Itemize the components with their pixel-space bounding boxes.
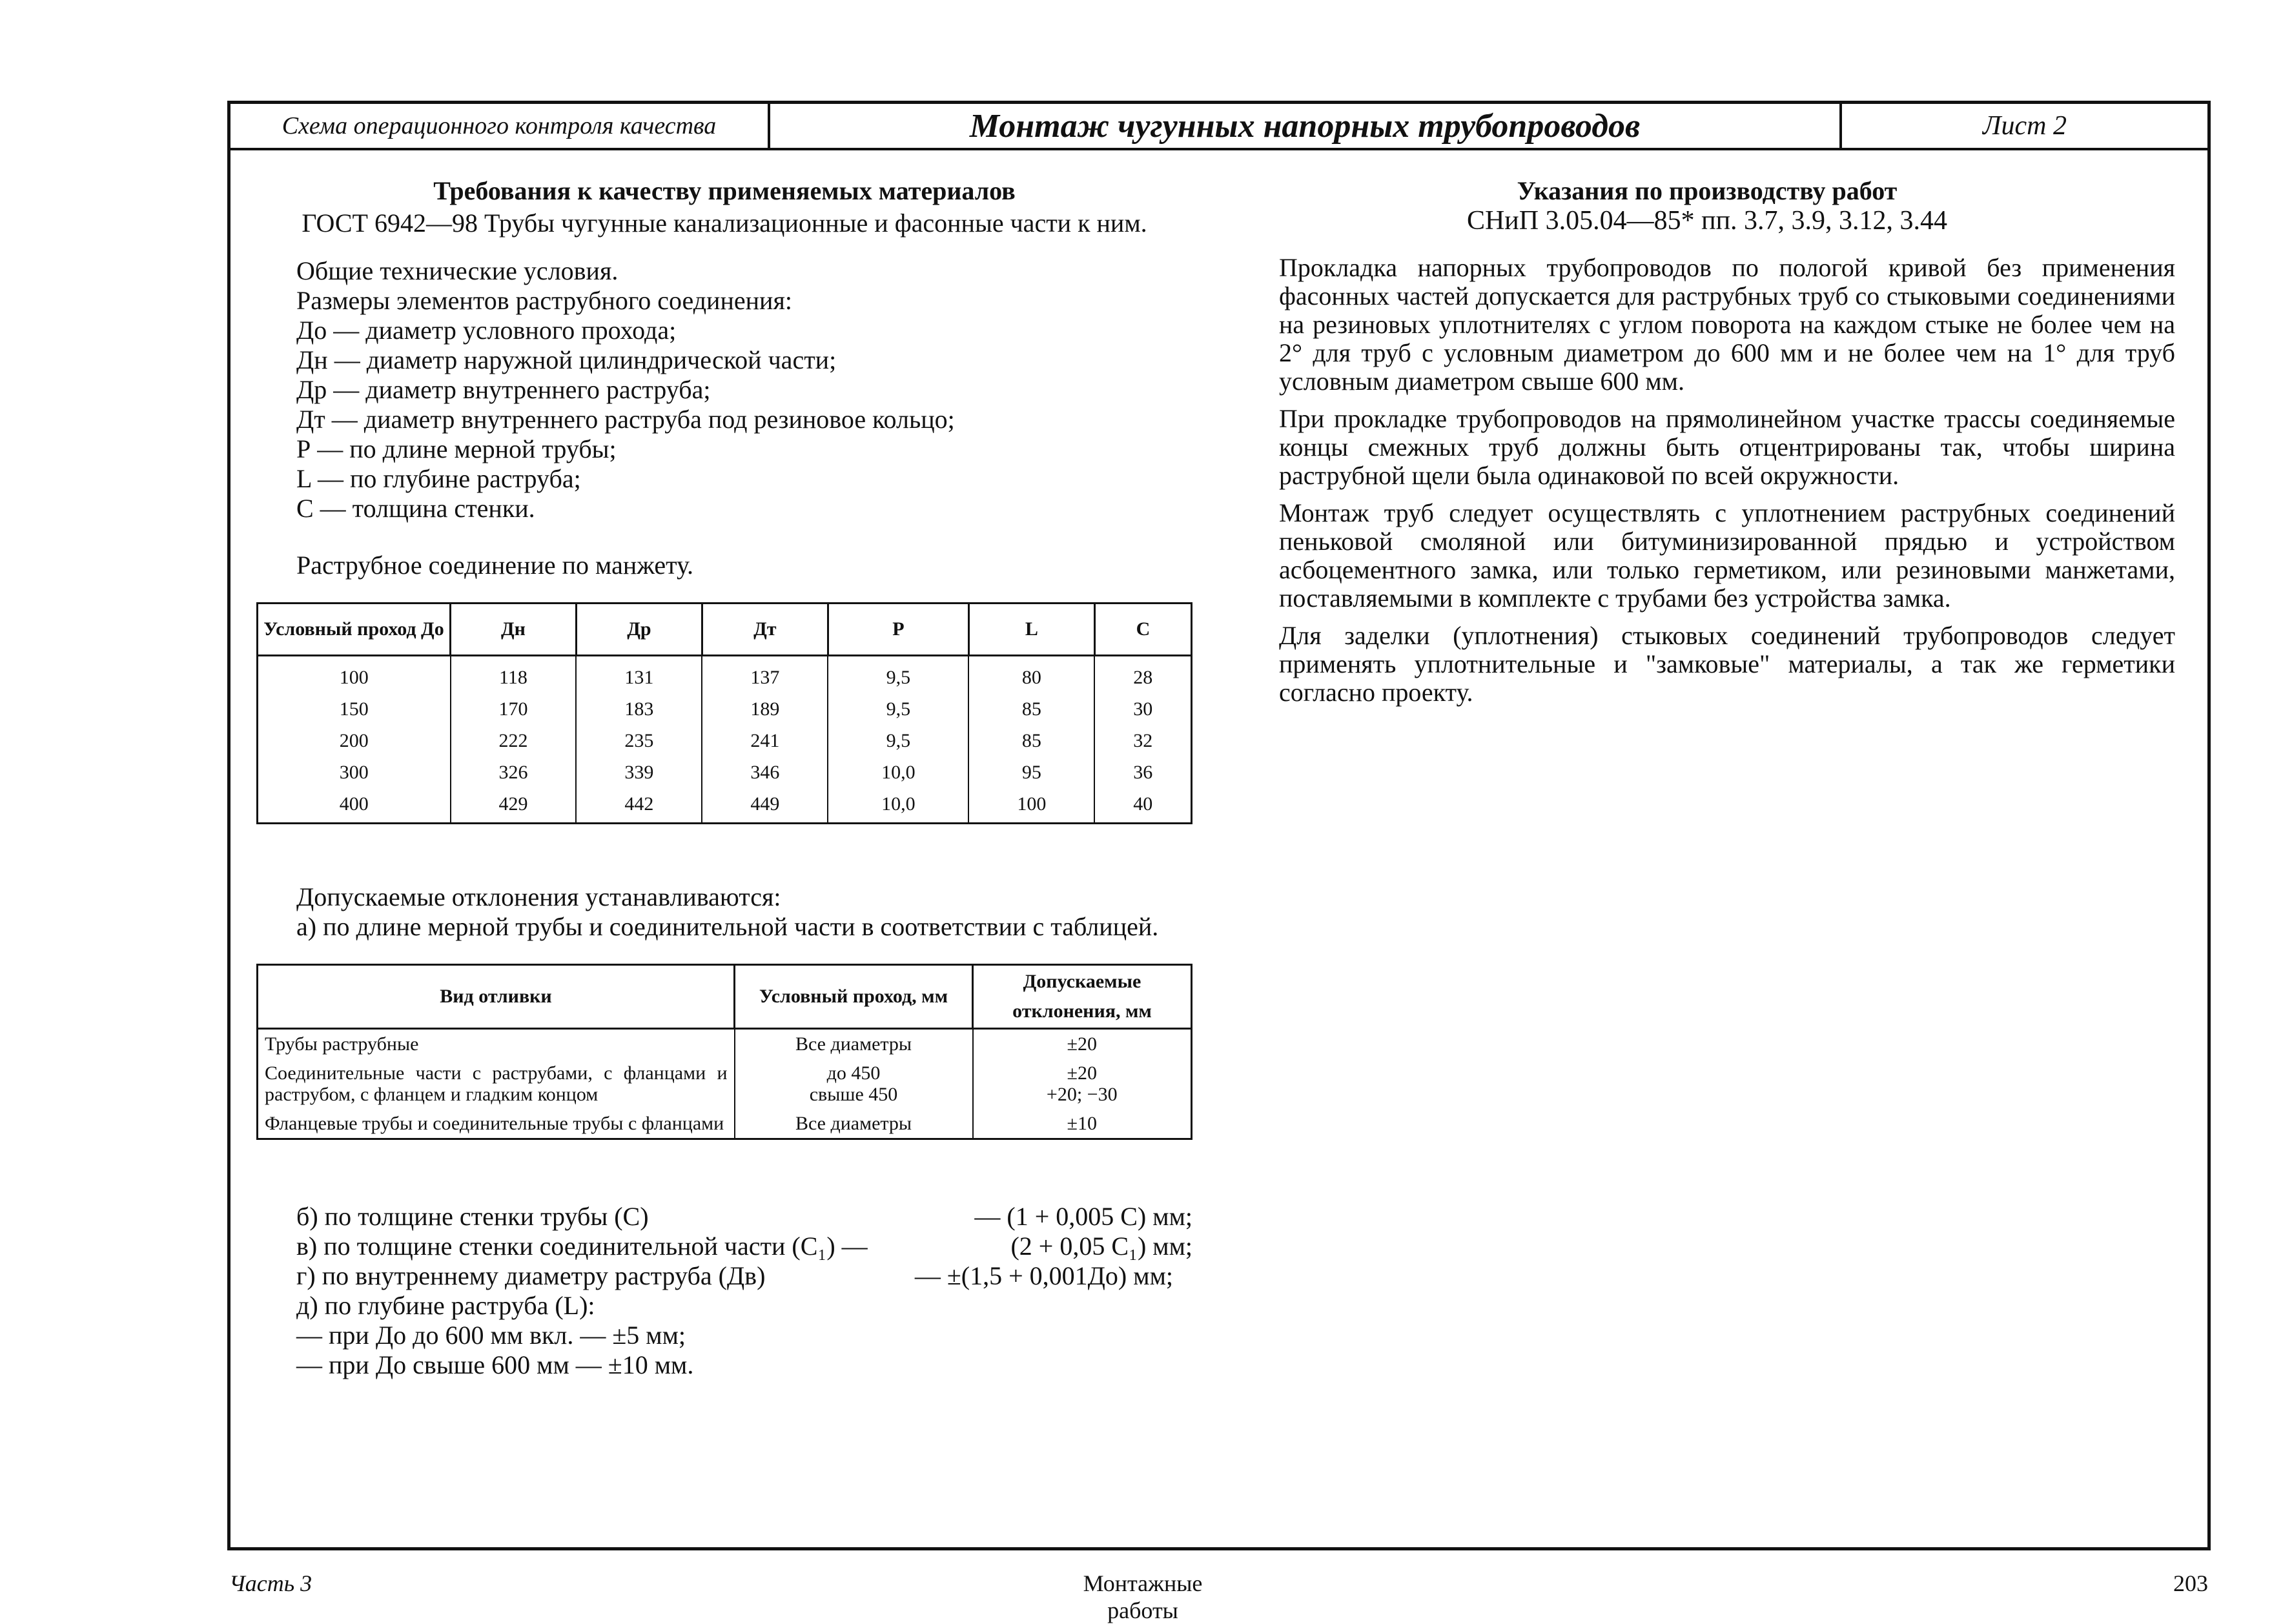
deviation-g-value: — ±(1,5 + 0,001До) мм; xyxy=(914,1261,1173,1290)
col-header: Вид отливки xyxy=(258,965,735,1029)
col-header: Условный проход, мм xyxy=(735,965,973,1029)
table-cell: Соединительные части с раструбами, с фланцами и раструбом, с фланцем и гладким концом xyxy=(258,1059,735,1109)
table-row xyxy=(258,656,1192,694)
table-cell: 241 xyxy=(702,725,828,756)
definition-line: Общие технические условия. xyxy=(296,256,619,285)
table-cell: 9,5 xyxy=(828,693,968,725)
table-cell: 222 xyxy=(451,725,577,756)
table-cell: 189 xyxy=(702,693,828,725)
table-cell: 85 xyxy=(968,693,1094,725)
right-column xyxy=(1239,176,2175,707)
table-cell: 9,5 xyxy=(828,725,968,756)
table-cell: 40 xyxy=(1094,788,1191,824)
table-header-row xyxy=(258,965,1192,1029)
table-cell: Все диаметры xyxy=(735,1029,973,1059)
col-header: Дт xyxy=(702,604,828,656)
deviations-intro: Допускаемые отклонения устанавливаются: xyxy=(296,882,781,911)
deviation-g xyxy=(296,1261,1192,1291)
deviation-a xyxy=(256,912,1192,942)
table-cell: 449 xyxy=(702,788,828,824)
sheet-number: Лист 2 xyxy=(1983,111,2067,141)
table-cell: 95 xyxy=(968,756,1094,788)
table-header-row xyxy=(258,604,1192,656)
table-cell: 400 xyxy=(258,788,451,824)
table-cell: 339 xyxy=(576,756,702,788)
table-cell: до 450 свыше 450 xyxy=(735,1059,973,1109)
paragraph: Монтаж труб следует осуществлять с уплотнением раструбных соединений пеньковой смоляной или битуминизированной прядью и устройством асбоцементного замка, или только герметиком, или резиновыми манжетами, поставляемыми в комплекте с трубами без устройства замка. xyxy=(1279,498,2175,613)
table-cell: 170 xyxy=(451,693,577,725)
table-cell: 10,0 xyxy=(828,788,968,824)
table-cell: Все диаметры xyxy=(735,1109,973,1139)
table-row xyxy=(258,756,1192,788)
table-cell: 183 xyxy=(576,693,702,725)
footer-section: Монтажные работы xyxy=(1083,1570,1203,1623)
table-cell: 150 xyxy=(258,693,451,725)
deviation-b-label: б) по толщине стенки трубы (С) xyxy=(296,1202,649,1231)
table-cell: 442 xyxy=(576,788,702,824)
table-cell: 32 xyxy=(1094,725,1191,756)
definition-line: До — диаметр условного прохода; xyxy=(296,316,677,345)
table-cell: 429 xyxy=(451,788,577,824)
cuff-line: Раструбное соединение по манжету. xyxy=(296,551,694,580)
deviation-b xyxy=(296,1202,1192,1232)
definitions-list xyxy=(256,256,1192,523)
definition-line: L — по глубине раструба; xyxy=(296,464,581,493)
definition-line: Др — диаметр внутреннего раструба; xyxy=(296,375,711,404)
table-cell: 9,5 xyxy=(828,656,968,694)
tolerances-table-body xyxy=(258,1029,1192,1139)
table-row xyxy=(258,1059,1192,1109)
col-header: L xyxy=(968,604,1094,656)
col-header: Условный проход До xyxy=(258,604,451,656)
col-header: Допускаемые отклонения, мм xyxy=(973,965,1192,1029)
left-column xyxy=(256,176,1192,1380)
table-cell: 131 xyxy=(576,656,702,694)
page-title: Монтаж чугунных напорных трубопроводов xyxy=(770,104,1842,148)
table-cell: 30 xyxy=(1094,693,1191,725)
deviation-d2: — при До свыше 600 мм — ±10 мм. xyxy=(296,1350,694,1379)
paragraph: При прокладке трубопроводов на прямолинейном участке трассы соединяемые концы смежных труб должны быть отцентрированы так, чтобы ширина раструбной щели была одинаковой по всей окружности. xyxy=(1279,404,2175,490)
snip-reference: СНиП 3.05.04—85* пп. 3.7, 3.9, 3.12, 3.44 xyxy=(1466,206,1948,236)
dimensions-table-body xyxy=(258,656,1192,824)
table-cell: 28 xyxy=(1094,656,1191,694)
footer-part: Часть 3 xyxy=(229,1570,312,1596)
table-cell: 137 xyxy=(702,656,828,694)
definition-line: Дт — диаметр внутреннего раструба под резиновое кольцо; xyxy=(296,405,955,434)
table-cell: 200 xyxy=(258,725,451,756)
deviation-d: д) по глубине раструба (L): xyxy=(296,1291,595,1320)
definition-line: Размеры элементов раструбного соединения: xyxy=(296,286,792,315)
table-cell: 80 xyxy=(968,656,1094,694)
deviation-b-value: — (1 + 0,005 С) мм; xyxy=(974,1202,1192,1231)
page-frame xyxy=(227,101,2211,1550)
deviation-g-label: г) по внутреннему диаметру раструба (Дв) xyxy=(296,1261,766,1290)
gost-line: ГОСТ 6942—98 Трубы чугунные канализационные и фасонные части к ним. xyxy=(302,208,1147,238)
deviation-list xyxy=(256,1202,1192,1380)
col-header: Др xyxy=(576,604,702,656)
table-cell: ±20 +20; −30 xyxy=(973,1059,1192,1109)
paragraph: Прокладка напорных трубопроводов по пологой кривой без применения фасонных частей допускается для раструбных труб со стыковыми соединениями на резиновых уплотнителях с углом поворота на каждом стыке не более чем на 2° для труб с условным диаметром до 600 мм и не более чем на 1° для труб условным диаметром свыше 600 мм. xyxy=(1279,253,2175,396)
definition-line: С — толщина стенки. xyxy=(296,494,535,523)
table-cell: 118 xyxy=(451,656,577,694)
table-cell: 36 xyxy=(1094,756,1191,788)
page-number: 203 xyxy=(2173,1570,2208,1596)
definition-line: Р — по длине мерной трубы; xyxy=(296,434,617,463)
dimensions-table xyxy=(256,602,1192,824)
col-header: Дн xyxy=(451,604,577,656)
works-heading: Указания по производству работ xyxy=(1517,176,1898,205)
table-cell: 300 xyxy=(258,756,451,788)
deviation-d1: — при До до 600 мм вкл. — ±5 мм; xyxy=(296,1321,686,1350)
materials-heading: Требования к качеству применяемых материалов xyxy=(433,176,1016,205)
table-row xyxy=(258,1109,1192,1139)
table-cell: Фланцевые трубы и соединительные трубы с фланцами xyxy=(258,1109,735,1139)
table-cell: 346 xyxy=(702,756,828,788)
table-cell: 100 xyxy=(968,788,1094,824)
deviation-v-value: (2 + 0,05 С₁) мм; xyxy=(1010,1232,1192,1261)
table-row xyxy=(258,788,1192,824)
table-cell: Трубы раструбные xyxy=(258,1029,735,1059)
table-cell: 85 xyxy=(968,725,1094,756)
col-header: С xyxy=(1094,604,1191,656)
title-block xyxy=(230,104,2207,150)
doc-type: Схема операционного контроля качества xyxy=(230,104,770,148)
table-cell: 235 xyxy=(576,725,702,756)
col-header: Р xyxy=(828,604,968,656)
deviation-v-label: в) по толщине стенки соединительной части (С₁) — xyxy=(296,1232,868,1261)
tolerances-table xyxy=(256,964,1192,1140)
table-row xyxy=(258,725,1192,756)
table-cell: 326 xyxy=(451,756,577,788)
table-row xyxy=(258,693,1192,725)
table-cell: ±10 xyxy=(973,1109,1192,1139)
works-text xyxy=(1239,254,2175,707)
definition-line: Дн — диаметр наружной цилиндрической части; xyxy=(296,345,837,374)
paragraph: Для заделки (уплотнения) стыковых соединений трубопроводов следует применять уплотнительные и "замковые" материалы, а так же герметики согласно проекту. xyxy=(1279,621,2175,707)
deviation-v xyxy=(296,1232,1192,1261)
table-row xyxy=(258,1029,1192,1059)
table-cell: ±20 xyxy=(973,1029,1192,1059)
table-cell: 100 xyxy=(258,656,451,694)
deviation-a-text: а) по длине мерной трубы и соединительной части в соответствии с таблицей. xyxy=(296,912,1159,941)
table-cell: 10,0 xyxy=(828,756,968,788)
